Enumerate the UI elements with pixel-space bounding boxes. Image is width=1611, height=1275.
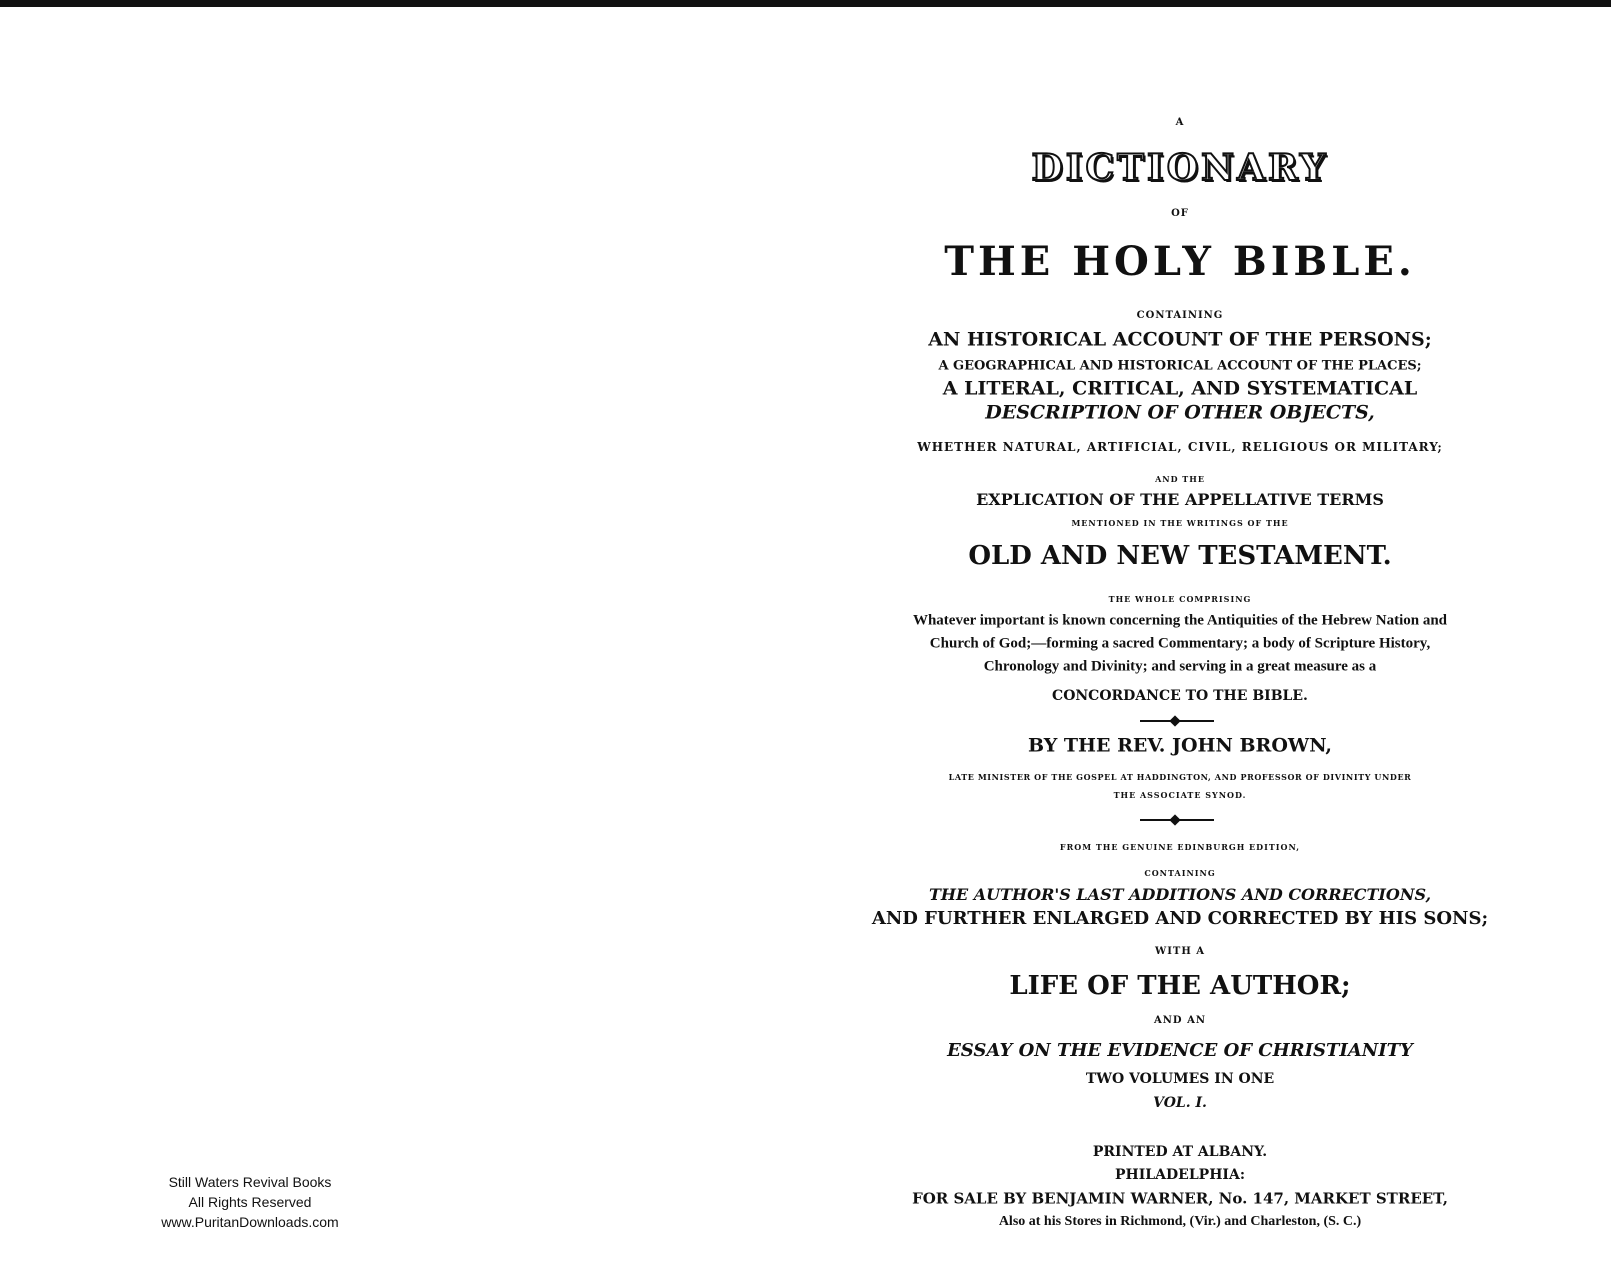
body-line-1: Whatever important is known concerning the Antiquities of the Hebrew Nation and	[912, 612, 1448, 629]
line-edition: FROM THE GENUINE EDINBURGH EDITION,	[1059, 842, 1301, 852]
line-places: A GEOGRAPHICAL AND HISTORICAL ACCOUNT OF THE PLACES;	[938, 358, 1422, 374]
line-author: BY THE REV. JOHN BROWN,	[1028, 734, 1332, 757]
article-a: A	[1175, 117, 1185, 128]
line-explication: EXPLICATION OF THE APPELLATIVE TERMS	[976, 490, 1384, 509]
line-testament: OLD AND NEW TESTAMENT.	[968, 541, 1392, 571]
line-essay: ESSAY ON THE EVIDENCE OF CHRISTIANITY	[947, 1040, 1413, 1061]
line-concordance: CONCORDANCE TO THE BIBLE.	[1052, 688, 1308, 704]
line-printed: PRINTED AT ALBANY.	[1092, 1144, 1268, 1160]
footer-publisher: Still Waters Revival Books	[168, 1174, 332, 1190]
with-a-label: WITH A	[1154, 946, 1206, 957]
containing-label: CONTAINING	[1136, 310, 1224, 321]
title-dictionary: DICTIONARY	[1031, 147, 1329, 189]
author-desc-2: THE ASSOCIATE SYNOD.	[1113, 790, 1247, 800]
body-line-3: Chronology and Divinity; and serving in a great measure as a	[983, 658, 1377, 675]
containing-label-2: CONTAINING	[1144, 868, 1216, 878]
line-enlarged: AND FURTHER ENLARGED AND CORRECTED BY HIS SONS;	[871, 908, 1489, 929]
of-label: OF	[1171, 208, 1189, 219]
line-vol: VOL. I.	[1153, 1095, 1207, 1111]
author-desc-1: LATE MINISTER OF THE GOSPEL AT HADDINGTON, AND PROFESSOR OF DIVINITY UNDER	[948, 772, 1412, 782]
ornamental-rule	[1140, 819, 1214, 821]
footer-rights: All Rights Reserved	[188, 1194, 312, 1210]
top-border	[0, 0, 1611, 7]
line-stores: Also at his Stores in Richmond, (Vir.) and Charleston, (S. C.)	[998, 1214, 1362, 1229]
line-volumes: TWO VOLUMES IN ONE	[1085, 1071, 1275, 1087]
line-literal: A LITERAL, CRITICAL, AND SYSTEMATICAL	[942, 377, 1418, 400]
line-whether: WHETHER NATURAL, ARTIFICIAL, CIVIL, RELIGIOUS OR MILITARY;	[917, 440, 1443, 454]
line-life: LIFE OF THE AUTHOR;	[1009, 971, 1351, 1001]
and-an-label: AND AN	[1154, 1015, 1206, 1026]
and-the-label: AND THE	[1155, 474, 1205, 484]
title-holy-bible: THE HOLY BIBLE.	[944, 238, 1416, 285]
line-city: PHILADELPHIA:	[1115, 1167, 1245, 1183]
publisher-footer	[140, 1172, 360, 1232]
ornamental-rule	[1140, 720, 1214, 722]
line-for-sale: FOR SALE BY BENJAMIN WARNER, No. 147, MARKET STREET,	[912, 1189, 1448, 1208]
whole-comprising-label: THE WHOLE COMPRISING	[1108, 594, 1252, 604]
body-line-2: Church of God;—forming a sacred Commentary; a body of Scripture History,	[929, 635, 1431, 652]
footer-website: www.PuritanDownloads.com	[161, 1214, 339, 1230]
line-additions: THE AUTHOR'S LAST ADDITIONS AND CORRECTIONS,	[928, 885, 1432, 904]
line-description: DESCRIPTION OF OTHER OBJECTS,	[985, 401, 1375, 424]
line-persons: AN HISTORICAL ACCOUNT OF THE PERSONS;	[928, 328, 1432, 351]
line-mentioned: MENTIONED IN THE WRITINGS OF THE	[1071, 518, 1289, 528]
